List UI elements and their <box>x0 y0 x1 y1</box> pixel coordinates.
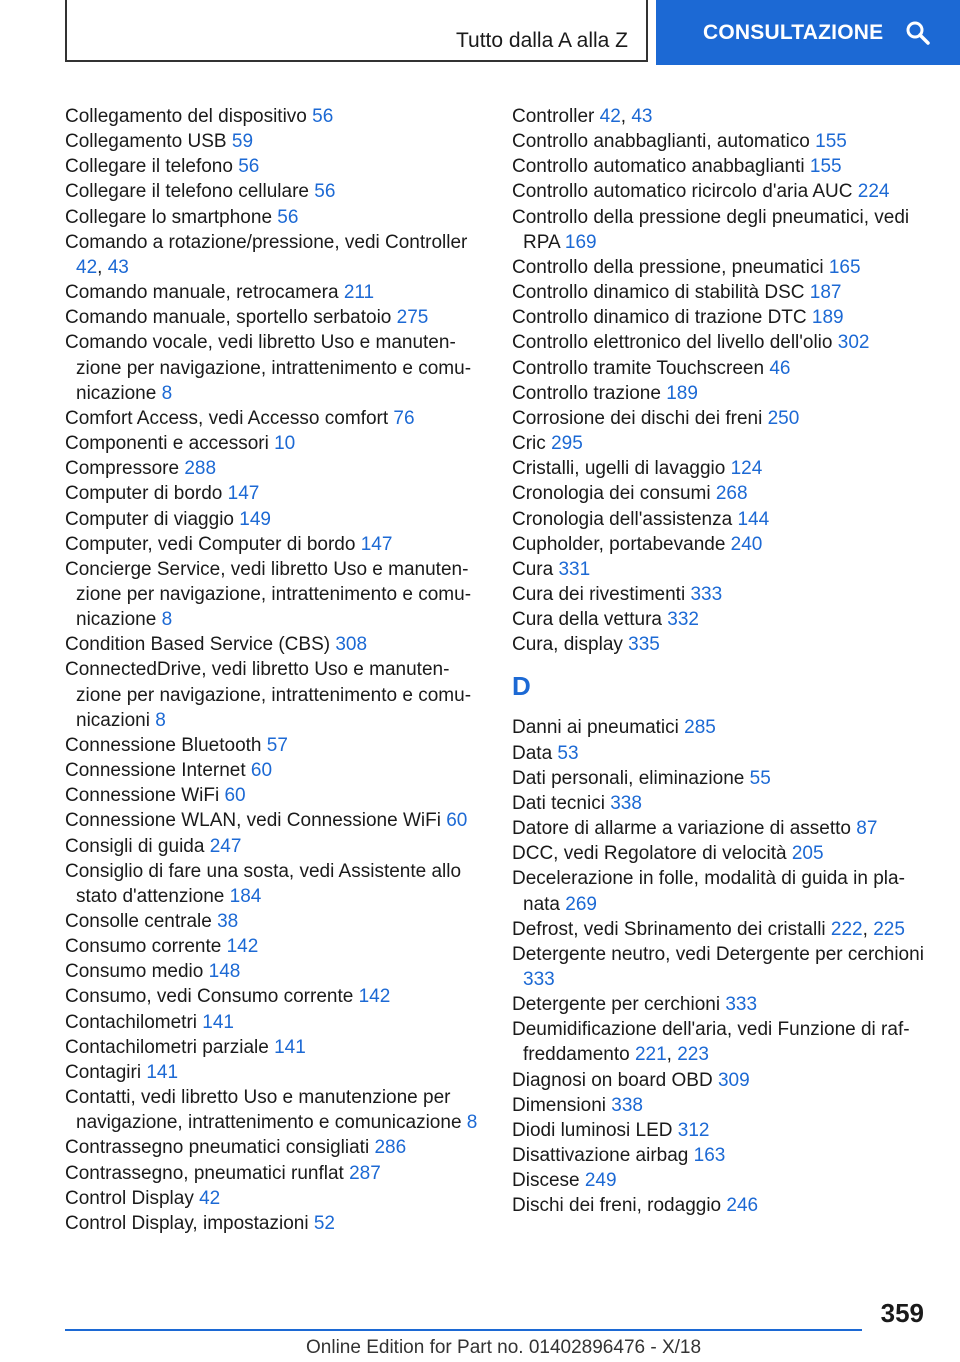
index-entry <box>512 841 932 866</box>
index-entry <box>512 481 932 506</box>
index-entry <box>65 305 485 330</box>
index-entry-text: Controllo della pressione, pneumatici <box>512 256 824 278</box>
index-entry-text: ConnectedDrive, vedi libretto Uso e manutenzione per navigazione, intrattenimento e comunicazioni <box>65 659 472 731</box>
page-reference-link[interactable]: 335 <box>628 634 660 656</box>
page-reference-link[interactable]: 142 <box>226 936 259 958</box>
page-reference-link[interactable]: 46 <box>769 357 791 379</box>
index-entry <box>512 129 932 154</box>
index-entry-text: Controllo della pressione degli pneumatici, vedi RPA <box>512 206 910 253</box>
page-reference-link[interactable]: 141 <box>146 1061 179 1083</box>
index-entry-text: Cronologia dei consumi <box>512 483 711 505</box>
page-reference-link[interactable]: 287 <box>349 1162 381 1184</box>
page-reference-link[interactable]: 302 <box>837 332 870 354</box>
index-entry: Controller 42, 43 <box>512 106 653 127</box>
page-reference-link[interactable]: 56 <box>277 206 299 228</box>
index-entry-text: Comando manuale, sportello serbatoio <box>65 307 392 329</box>
index-entry <box>512 942 932 992</box>
index-entry-text: DCC, vedi Regolatore di velocità <box>512 843 787 865</box>
index-entry <box>65 808 485 833</box>
index-group-d <box>512 715 932 1218</box>
index-entry <box>512 305 932 330</box>
page-reference-link[interactable]: 225 <box>873 918 905 940</box>
page-reference-link[interactable]: 124 <box>730 458 763 480</box>
index-entry <box>65 104 485 129</box>
page-reference-link[interactable]: 247 <box>209 835 242 857</box>
index-column-left <box>65 104 485 1236</box>
index-entry <box>512 507 932 532</box>
page-reference-link[interactable]: 60 <box>250 760 273 782</box>
index-entry <box>512 607 932 632</box>
index-entry-text: Consumo medio <box>65 961 204 983</box>
page-number: 359 <box>880 1298 924 1328</box>
index-entry-text: Contachilometri parziale <box>65 1036 269 1058</box>
page-reference-link[interactable]: 169 <box>564 231 597 253</box>
page-reference-link[interactable]: 163 <box>693 1145 726 1167</box>
page-reference-link[interactable]: 60 <box>446 810 468 832</box>
index-entry <box>512 1193 932 1218</box>
index-entry-text: Controllo dinamico di trazione DTC <box>512 307 807 329</box>
header-section-box <box>65 0 648 62</box>
index-entry <box>65 909 485 934</box>
page-reference-link[interactable]: 59 <box>231 131 254 153</box>
index-entry <box>65 330 485 405</box>
page-reference-link[interactable]: 332 <box>667 609 699 631</box>
index-entry: Defrost, vedi Sbrinamento dei cristalli 222, 225 <box>512 918 905 940</box>
index-entry-text: Connessione Bluetooth <box>65 734 262 756</box>
index-entry <box>65 758 485 783</box>
consultazione-tab[interactable] <box>656 0 960 65</box>
page-reference-link[interactable]: 76 <box>393 407 415 429</box>
index-entry-text: Controllo automatico anabbaglianti <box>512 156 805 178</box>
index-entry <box>512 816 932 841</box>
index-entry <box>65 532 485 557</box>
section-title: Tutto dalla A alla Z <box>456 29 628 52</box>
page-reference-link[interactable]: 42 <box>199 1187 221 1209</box>
index-entry-text: Dimensioni <box>512 1094 606 1116</box>
index-entry-text: Controllo trazione <box>512 382 661 404</box>
page-reference-link[interactable]: 155 <box>809 156 842 178</box>
index-group-c <box>512 104 932 657</box>
index-entry-text: Control Display <box>65 1187 194 1209</box>
index-entry-text: Cura della vettura <box>512 609 662 631</box>
index-entry <box>65 205 485 230</box>
page-reference-link[interactable]: 331 <box>558 558 591 580</box>
index-entry-text: Contrassegno pneumatici consigliati <box>65 1137 370 1159</box>
footer-divider <box>65 1329 862 1331</box>
page-reference-link[interactable]: 56 <box>312 106 334 127</box>
page-reference-link[interactable]: 333 <box>725 994 758 1016</box>
index-entry-text: Diagnosi on board OBD <box>512 1069 713 1091</box>
page-reference-link[interactable]: 55 <box>749 767 771 789</box>
index-entry <box>512 1143 932 1168</box>
index-entry <box>512 255 932 280</box>
index-entry <box>512 715 932 740</box>
index-entry <box>65 834 485 859</box>
index-entry-text: Cronologia dell'assistenza <box>512 508 733 530</box>
index-entry-text: Dischi dei freni, rodaggio <box>512 1195 722 1217</box>
index-entry <box>512 406 932 431</box>
page-reference-link[interactable]: 333 <box>523 969 555 990</box>
index-entry <box>65 657 485 732</box>
index-entry <box>512 431 932 456</box>
page-reference-link[interactable]: 223 <box>677 1044 709 1066</box>
index-entry-text: Controllo tramite Touchscreen <box>512 357 765 379</box>
page-reference-link[interactable]: 240 <box>730 533 763 555</box>
index-entry <box>512 205 932 255</box>
index-entry-text: Controllo dinamico di stabilità DSC <box>512 282 805 304</box>
page-reference-link[interactable]: 205 <box>791 843 824 865</box>
index-entry-text: Detergente per cerchioni <box>512 994 721 1016</box>
index-entry-text: Computer di viaggio <box>65 508 234 530</box>
index-entry <box>512 1068 932 1093</box>
index-entry <box>512 280 932 305</box>
index-entry-text: Defrost, vedi Sbrinamento dei cristalli <box>512 918 826 940</box>
page-reference-link[interactable]: 42 <box>76 256 98 278</box>
page-reference-link[interactable]: 87 <box>856 818 878 840</box>
index-entry-text: Diodi luminosi LED <box>512 1119 673 1141</box>
page-reference-link[interactable]: 224 <box>857 181 890 203</box>
page-reference-link[interactable]: 222 <box>830 918 863 940</box>
index-entry-text: Connessione WiFi <box>65 785 220 807</box>
index-entry-text: Concierge Service, vedi libretto Uso e manutenzione per navigazione, intrattenimento e comunicazione <box>65 558 472 631</box>
index-entry-text: Computer di bordo <box>65 483 223 505</box>
index-entry-text: Controller <box>512 106 595 127</box>
page-reference-link[interactable]: 189 <box>811 307 844 329</box>
page-reference-link[interactable]: 57 <box>266 734 288 756</box>
page-reference-link[interactable]: 338 <box>610 792 642 814</box>
page-reference-link[interactable]: 246 <box>726 1195 759 1217</box>
index-entry <box>65 481 485 506</box>
index-entry-text: Deumidificazione dell'aria, vedi Funzione di raffreddamento <box>512 1019 910 1066</box>
index-entry-text: Consumo, vedi Consumo corrente <box>65 986 354 1008</box>
index-entry <box>65 859 485 909</box>
page-reference-link[interactable]: 221 <box>634 1044 667 1066</box>
index-entry-text: Control Display, impostazioni <box>65 1212 309 1234</box>
page-reference-link[interactable]: 144 <box>737 508 770 530</box>
index-entry <box>512 1168 932 1193</box>
page-reference-link[interactable]: 312 <box>677 1119 710 1141</box>
index-entry <box>65 456 485 481</box>
index-entry <box>65 1211 485 1236</box>
page-reference-link[interactable]: 149 <box>239 508 271 530</box>
page-reference-link[interactable]: 42 <box>599 106 621 127</box>
index-entry <box>65 959 485 984</box>
consultazione-label: CONSULTAZIONE <box>703 20 884 44</box>
page-reference-link[interactable]: 275 <box>396 307 429 329</box>
index-entry-text: Dati tecnici <box>512 792 605 814</box>
page-reference-link[interactable]: 250 <box>767 407 800 429</box>
page-reference-link[interactable]: 155 <box>815 131 847 153</box>
index-entry-text: Consumo corrente <box>65 936 222 958</box>
page-reference-link[interactable]: 295 <box>551 433 583 455</box>
page-reference-link[interactable]: 286 <box>374 1137 407 1159</box>
page-reference-link[interactable]: 60 <box>224 785 246 807</box>
index-entry <box>512 532 932 557</box>
index-entry <box>512 866 932 916</box>
page-reference-link[interactable]: 211 <box>343 282 375 304</box>
page-reference-link[interactable]: 285 <box>684 717 716 739</box>
index-entry-text: Controllo anabbaglianti, automatico <box>512 131 810 153</box>
index-entry <box>65 1060 485 1085</box>
index-entry-text: Decelerazione in folle, modalità di guida in planata <box>512 868 905 915</box>
index-entry-text: Discese <box>512 1170 580 1192</box>
index-entry-text: Componenti e accessori <box>65 433 269 455</box>
index-entry <box>65 984 485 1009</box>
index-entry-text: Connessione WLAN, vedi Connessione WiFi <box>65 810 441 832</box>
page-reference-link[interactable]: 141 <box>202 1011 234 1033</box>
index-entry-text: Connessione Internet <box>65 760 246 782</box>
index-entry-text: Comando manuale, retrocamera <box>65 282 339 304</box>
search-icon <box>905 20 931 46</box>
index-entry <box>65 783 485 808</box>
index-entry <box>65 557 485 632</box>
index-entry-text: Collegare il telefono <box>65 156 233 178</box>
page-reference-link[interactable]: 142 <box>358 986 391 1008</box>
page-reference-link[interactable]: 52 <box>313 1212 335 1234</box>
index-entry-text: Detergente neutro, vedi Detergente per cerchioni <box>512 943 924 965</box>
index-entry <box>65 129 485 154</box>
page-reference-link[interactable]: 147 <box>227 483 260 505</box>
index-entry-text: Collegare lo smartphone <box>65 206 273 228</box>
index-entry <box>65 507 485 532</box>
index-entry <box>65 406 485 431</box>
index-entry <box>512 791 932 816</box>
page-reference-link[interactable]: 187 <box>809 282 842 304</box>
index-entry <box>65 431 485 456</box>
index-entry <box>512 1118 932 1143</box>
index-entry: Deumidificazione dell'aria, vedi Funzione di raffreddamento 221, 223 <box>512 1019 910 1066</box>
index-entry <box>512 766 932 791</box>
index-entry-text: Comando vocale, vedi libretto Uso e manutenzione per navigazione, intrattenimento e comunicazione <box>65 332 472 404</box>
index-entry-text: Data <box>512 742 553 764</box>
index-entry-text: Danni ai pneumatici <box>512 717 679 739</box>
index-entry <box>65 632 485 657</box>
page-reference-link[interactable]: 338 <box>611 1094 643 1116</box>
letter-heading-d: D <box>512 671 531 702</box>
page-reference-link[interactable]: 268 <box>715 483 748 505</box>
page-reference-link[interactable]: 43 <box>107 256 129 278</box>
index-entry-text: Contagiri <box>65 1061 142 1083</box>
index-entry <box>512 356 932 381</box>
index-entry-text: Compressore <box>65 458 180 480</box>
page-reference-link[interactable]: 148 <box>208 961 241 983</box>
index-entry-text: Controllo automatico ricircolo d'aria AUC <box>512 181 853 203</box>
index-entry <box>512 179 932 204</box>
page-reference-link[interactable]: 249 <box>584 1170 617 1192</box>
index-entry-text: Comando a rotazione/pressione, vedi Controller <box>65 231 468 253</box>
index-entry <box>512 582 932 607</box>
index-entry-text: Cric <box>512 433 546 455</box>
index-entry-text: Cristalli, ugelli di lavaggio <box>512 458 726 480</box>
index-entry <box>65 1010 485 1035</box>
page-reference-link[interactable]: 10 <box>274 433 296 455</box>
page-reference-link[interactable]: 8 <box>161 609 173 631</box>
page-reference-link[interactable]: 269 <box>565 893 597 915</box>
index-entry <box>512 992 932 1017</box>
page-reference-link[interactable]: 333 <box>690 583 723 605</box>
index-entry-text: Corrosione dei dischi dei freni <box>512 407 763 429</box>
index-entry <box>65 179 485 204</box>
index-entry <box>65 1035 485 1060</box>
index-entry <box>65 1161 485 1186</box>
page-reference-link[interactable]: 8 <box>466 1112 478 1134</box>
index-entry-text: Cura dei rivestimenti <box>512 583 686 605</box>
index-entry-text: Controllo elettronico del livello dell'olio <box>512 332 833 354</box>
index-entry <box>512 381 932 406</box>
page-reference-link[interactable]: 309 <box>717 1069 750 1091</box>
index-entry-text: Consolle centrale <box>65 911 212 932</box>
page-reference-link[interactable]: 189 <box>666 382 698 404</box>
index-entry <box>512 1093 932 1118</box>
page-reference-link[interactable]: 184 <box>229 885 262 907</box>
page-reference-link[interactable]: 288 <box>184 458 217 480</box>
index-entry-text: Comfort Access, vedi Accesso comfort <box>65 407 389 429</box>
index-column-right <box>512 104 932 1219</box>
index-entry-text: Datore di allarme a variazione di assetto <box>512 818 852 840</box>
index-entry-text: Computer, vedi Computer di bordo <box>65 533 356 555</box>
page-reference-link[interactable]: 38 <box>217 911 239 932</box>
index-entry <box>65 733 485 758</box>
page-reference-link[interactable]: 147 <box>360 533 393 555</box>
index-entry-text: Contrassegno, pneumatici runflat <box>65 1162 344 1184</box>
index-entry-text: Collegare il telefono cellulare <box>65 181 309 203</box>
index-entry-text: Contachilometri <box>65 1011 197 1033</box>
page-reference-link[interactable]: 8 <box>155 709 166 731</box>
page-reference-link[interactable]: 165 <box>828 256 861 278</box>
index-entry <box>512 557 932 582</box>
index-entry <box>512 741 932 766</box>
page-reference-link[interactable]: 308 <box>335 634 368 656</box>
index-entry-text: Disattivazione airbag <box>512 1145 689 1167</box>
page-reference-link[interactable]: 8 <box>161 382 173 404</box>
footer-edition-text: Online Edition for Part no. 01402896476 - X/18 <box>306 1337 702 1358</box>
index-entry <box>512 330 932 355</box>
index-entry <box>65 934 485 959</box>
index-entry <box>65 154 485 179</box>
index-entry-text: Condition Based Service (CBS) <box>65 634 331 656</box>
index-entry-text: Cura <box>512 558 554 580</box>
index-entry-text: Consiglio di fare una sosta, vedi Assistente allo stato d'attenzione <box>65 860 462 907</box>
index-entry <box>65 1085 485 1135</box>
page-reference-link[interactable]: 56 <box>238 156 260 178</box>
index-entry <box>65 1135 485 1160</box>
index-entry: Comando a rotazione/pressione, vedi Controller 42, 43 <box>65 231 468 278</box>
page-reference-link[interactable]: 53 <box>557 742 579 764</box>
index-entry-text: Contatti, vedi libretto Uso e manutenzione per navigazione, intrattenimento e comunicazione <box>65 1087 462 1134</box>
index-entry <box>512 456 932 481</box>
page-reference-link[interactable]: 141 <box>274 1036 306 1058</box>
index-entry-text: Dati personali, eliminazione <box>512 767 745 789</box>
index-entry-text: Cura, display <box>512 634 623 656</box>
page-reference-link[interactable]: 56 <box>314 181 336 203</box>
page-reference-link[interactable]: 43 <box>631 106 653 127</box>
index-entry-text: Consigli di guida <box>65 835 205 857</box>
index-entry-text: Collegamento del dispositivo <box>65 106 307 127</box>
index-entry <box>512 632 932 657</box>
index-entry <box>512 154 932 179</box>
index-entry-text: Collegamento USB <box>65 131 227 153</box>
index-entry-text: Cupholder, portabevande <box>512 533 726 555</box>
index-entry <box>65 280 485 305</box>
index-entry <box>65 1186 485 1211</box>
